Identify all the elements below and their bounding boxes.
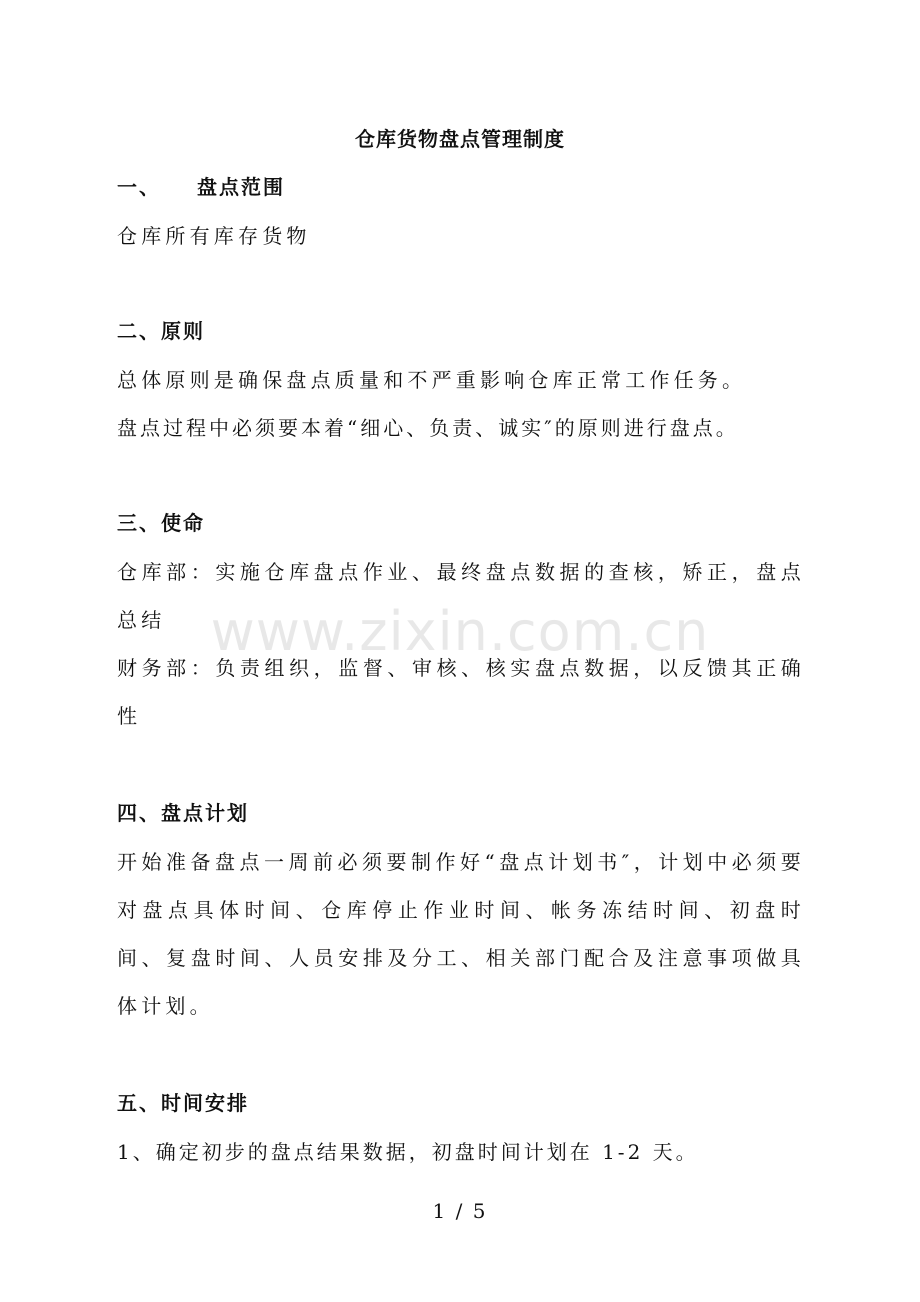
section-number: 三、 [117,511,161,535]
section-title: 时间安排 [161,1091,249,1115]
section-heading-principles [117,316,205,346]
section-title: 原则 [161,319,205,343]
section-number: 一、 [117,175,161,199]
section-heading-scope [117,172,285,202]
section-paragraph: 开始准备盘点一周前必须要制作好“盘点计划书″，计划中必须要对盘点具体时间、仓库停止作业时间、帐务冻结时间、初盘时间、复盘时间、人员安排及分工、相关部门配合及注意事项做具体计划。 [117,850,805,1018]
section-paragraph: 盘点过程中必须要本着“细心、负责、诚实″的原则进行盘点。 [117,416,739,440]
section-heading-schedule [117,1088,249,1118]
section-paragraph: 仓库所有库存货物 [117,224,311,248]
section-number: 五、 [117,1091,161,1115]
section-title: 使命 [161,511,205,535]
section-heading-mission [117,508,205,538]
section-title: 盘点范围 [197,175,285,199]
watermark: www.zixin.com.cn [210,600,710,663]
section-number: 四、 [117,801,161,825]
section-paragraph: 仓库部：实施仓库盘点作业、最终盘点数据的查核，矫正，盘点总结 [117,560,805,632]
section-paragraph: 财务部：负责组织，监督、审核、核实盘点数据，以反馈其正确性 [117,656,805,728]
page-number: 1 / 5 [432,1199,488,1223]
section-number: 二、 [117,319,161,343]
section-paragraph: 总体原则是确保盘点质量和不严重影响仓库正常工作任务。 [117,368,747,392]
section-heading-plan [117,798,249,828]
document-title: 仓库货物盘点管理制度 [355,127,565,151]
section-title: 盘点计划 [161,801,249,825]
section-paragraph: 1、确定初步的盘点结果数据，初盘时间计划在 1-2 天。 [117,1140,699,1164]
